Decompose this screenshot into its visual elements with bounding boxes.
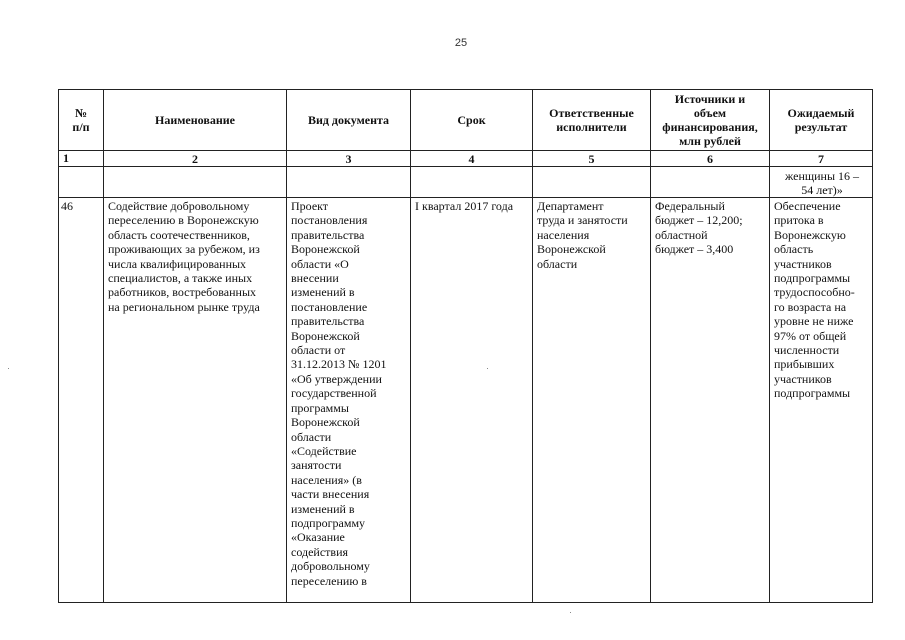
measures-table: [58, 89, 873, 603]
header-executors: Ответственные исполнители: [549, 106, 634, 134]
column-number: 3: [345, 151, 352, 166]
header-financing: Источники и объем финансирования, млн рублей: [662, 92, 758, 148]
row-term: I квартал 2017 года: [415, 199, 514, 213]
column-number: 5: [588, 151, 595, 166]
row-document-type: Проект постановления правительства Воронежской области «О внесении изменений в постановление правительства Воронежской области от 31.12.2013 № 1201 «Об утверждении государственной программы Воронежской области «Содействие занятости населения» (в части внесения изменений в подпрограмму «Оказание содействия добровольному переселению в: [291, 199, 387, 588]
header-document-type: Вид документа: [307, 113, 390, 127]
row-number: 46: [61, 199, 73, 213]
page-number: 25: [454, 37, 468, 49]
header-term: Срок: [457, 113, 486, 127]
row-name: Содействие добровольному переселению в Воронежскую область соотечественников, проживающих за рубежом, из числа квалифицированных специалистов, а также иных работников, востребованных на региональном рынке труда: [108, 199, 260, 314]
header-name: Наименование: [155, 113, 235, 127]
carryover-result: женщины 16 – 54 лет)»: [784, 169, 860, 198]
scan-speck: [487, 368, 488, 369]
column-divider: [58, 89, 59, 603]
scan-speck: [8, 368, 9, 369]
scan-speck: [570, 612, 571, 613]
column-divider: [872, 89, 873, 603]
header-expected-result: Ожидаемый результат: [787, 106, 855, 134]
column-number: 2: [192, 151, 198, 166]
header-number: № п/п: [72, 106, 90, 134]
column-number: 6: [707, 151, 713, 166]
carryover-bottom-line: [58, 197, 873, 198]
table-border-bottom: [58, 602, 873, 603]
column-number: 7: [818, 151, 824, 166]
row-executors: Департамент труда и занятости населения Воронежской области: [537, 199, 628, 271]
row-expected-result: Обеспечение притока в Воронежскую область участников подпрограммы трудоспособно- го возраста на уровне не ниже 97% от общей численности прибывших участников подпрограммы: [774, 199, 855, 401]
column-number: 4: [468, 151, 475, 166]
column-number: 1: [63, 150, 69, 165]
row-financing: Федеральный бюджет – 12,200; областной бюджет – 3,400: [655, 199, 743, 257]
